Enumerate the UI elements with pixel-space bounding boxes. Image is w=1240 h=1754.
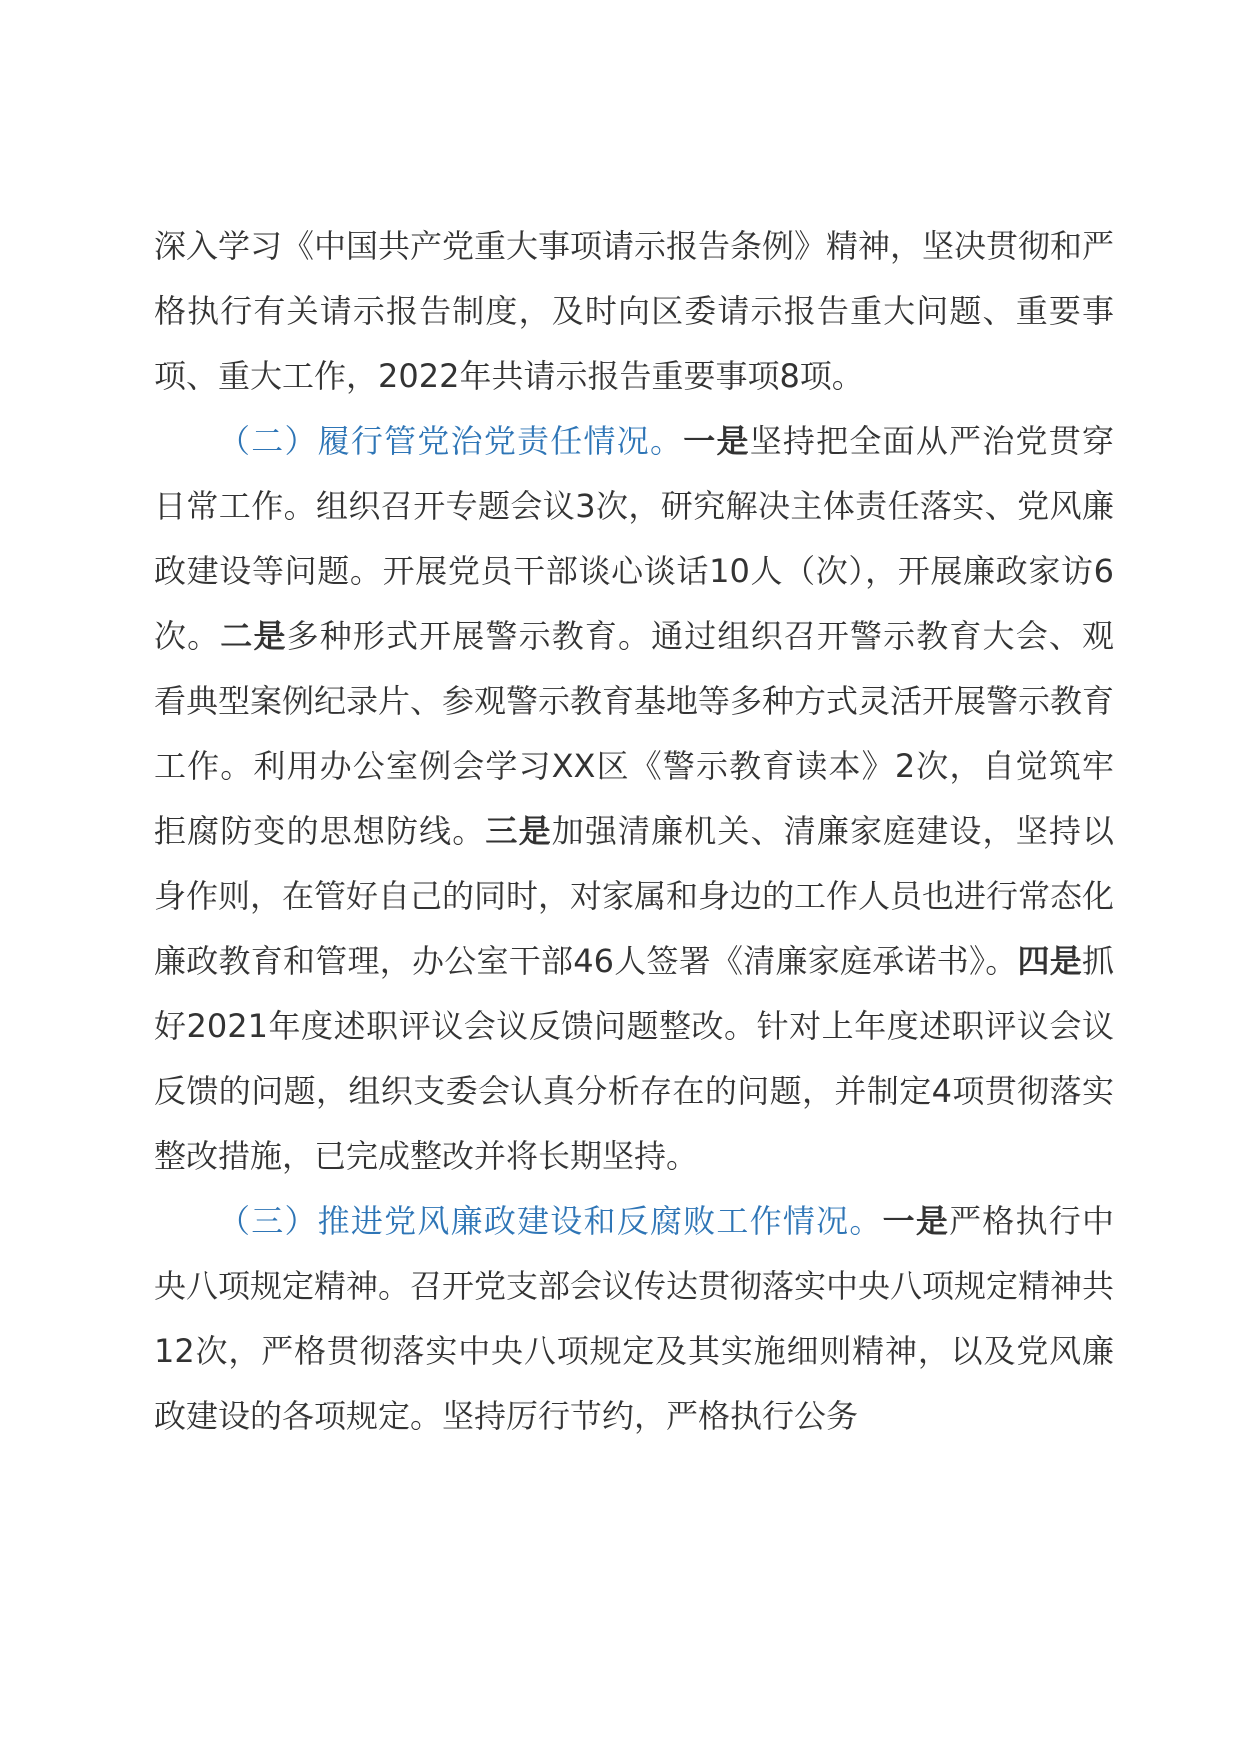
lead-word-3: 三是: [485, 812, 552, 850]
paragraph-anti-corruption: [154, 1189, 1114, 1449]
lead-word-1: 一是: [683, 422, 750, 460]
lead-word-1: 一是: [882, 1202, 950, 1240]
paragraph-text: 深入学习《中国共产党重大事项请示报告条例》精神，坚决贯彻和严格执行有关请示报告制度，及时向区委请示报告重大问题、重要事项、重大工作，2022年共请示报告重要事项8项。: [154, 227, 1115, 395]
section-heading-3: （三）推进党风廉政建设和反腐败工作情况。: [218, 1202, 883, 1240]
paragraph-text: 多种形式开展警示教育。通过组织召开警示教育大会、观看典型案例纪录片、参观警示教育基地等多种方式灵活开展警示教育工作。利用办公室例会学习XX区《警示教育读本》2次，自觉筑牢拒腐防变的思想防线。: [154, 617, 1115, 850]
paragraph-text: 严格执行中央八项规定精神。召开党支部会议传达贯彻落实中央八项规定精神共12次，严格贯彻落实中央八项规定及其实施细则精神，以及党风廉政建设的各项规定。坚持厉行节约，严格执行公务: [154, 1202, 1115, 1435]
paragraph-text: 抓好2021年度述职评议会议反馈问题整改。针对上年度述职评议会议反馈的问题，组织支委会认真分析存在的问题，并制定4项贯彻落实整改措施，已完成整改并将长期坚持。: [154, 942, 1114, 1175]
lead-word-4: 四是: [1017, 942, 1082, 980]
paragraph-text: 坚持把全面从严治党贯穿日常工作。组织召开专题会议3次，研究解决主体责任落实、党风廉政建设等问题。开展党员干部谈心谈话10人（次），开展廉政家访6次。: [154, 422, 1114, 655]
document-body: [154, 214, 1114, 1449]
paragraph-party-governance: [154, 409, 1114, 1189]
section-heading-2: （二）履行管党治党责任情况。: [218, 422, 684, 460]
paragraph-reporting-system: [154, 214, 1114, 409]
lead-word-2: 二是: [220, 617, 287, 655]
paragraph-text: 加强清廉机关、清廉家庭建设，坚持以身作则，在管好自己的同时，对家属和身边的工作人员也进行常态化廉政教育和管理，办公室干部46人签署《清廉家庭承诺书》。: [154, 812, 1115, 980]
